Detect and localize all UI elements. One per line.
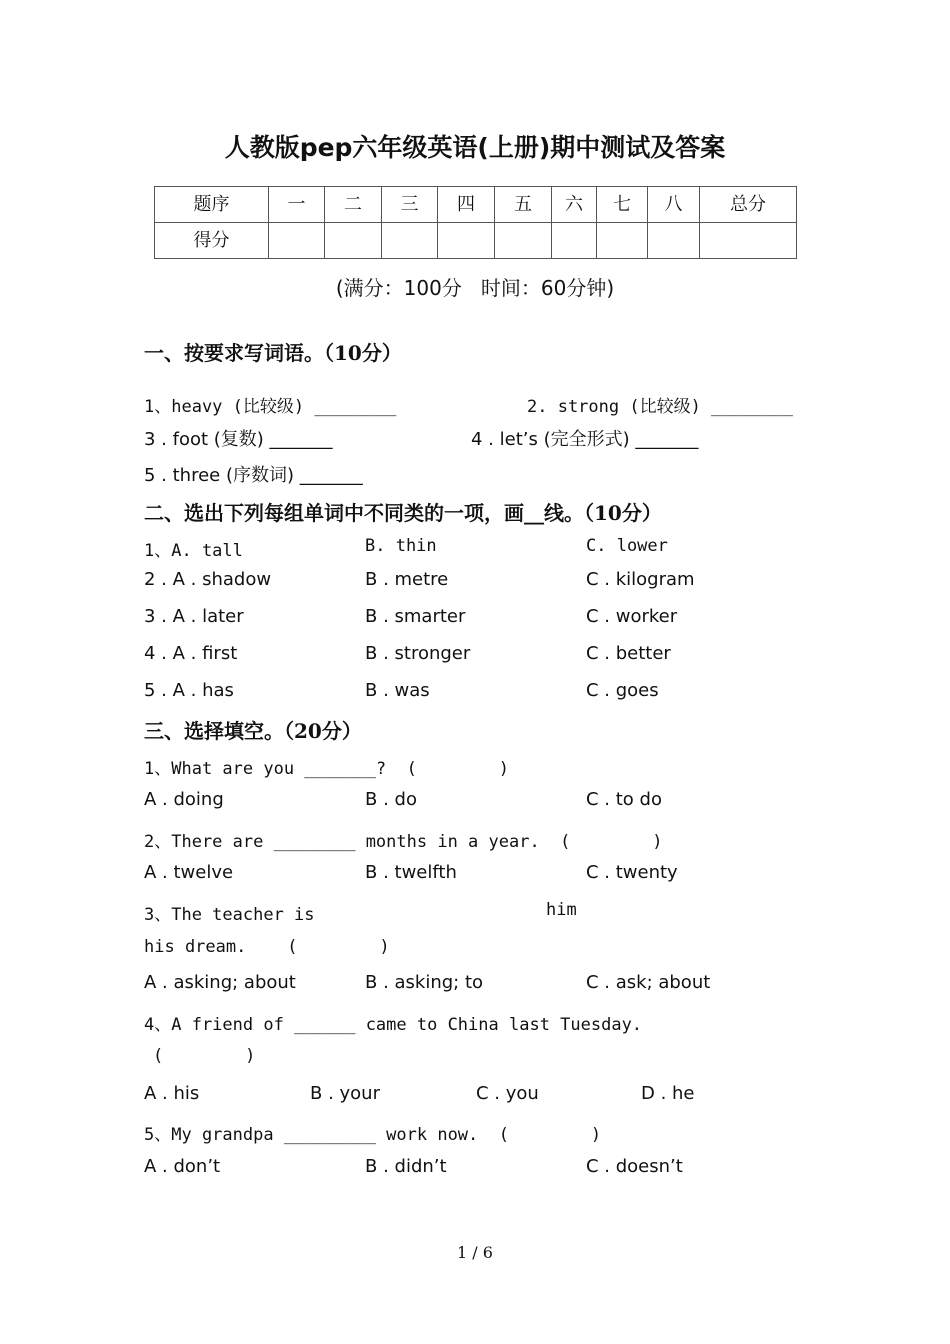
question-item: 2. strong (比较级) ________	[527, 397, 793, 417]
option-item: C . goes	[586, 680, 659, 701]
question-stem: 2、There are ________ months in a year. ( )	[144, 832, 663, 852]
option-item: B . asking; to	[365, 972, 484, 993]
table-header-cell: 五	[495, 187, 552, 223]
option-item: C . worker	[586, 606, 678, 627]
option-item: B . twelfth	[365, 862, 457, 883]
score-table	[154, 186, 797, 259]
option-item: B . was	[365, 680, 430, 701]
score-cell[interactable]	[325, 223, 382, 259]
table-header-cell: 七	[597, 187, 648, 223]
section-2-heading: 二、选出下列每组单词中不同类的一项，画__线。（10分）	[144, 501, 662, 525]
question-item: 4 . let’s (完全形式) _______	[471, 429, 699, 450]
question-stem: 5、My grandpa _________ work now. ( )	[144, 1125, 602, 1145]
table-header-cell: 二	[325, 187, 382, 223]
score-row-label: 得分	[155, 223, 269, 259]
score-cell[interactable]	[700, 223, 797, 259]
score-cell[interactable]	[552, 223, 597, 259]
option-item: B . stronger	[365, 643, 471, 664]
section-1-heading: 一、按要求写词语。（10分）	[144, 341, 402, 365]
table-header-cell: 四	[438, 187, 495, 223]
question-item: 5 . three (序数词) _______	[144, 465, 363, 486]
question-item: 3 . foot (复数) _______	[144, 429, 333, 450]
question-stem: 1、What are you _______? ( )	[144, 759, 509, 779]
question-stem: 4、A friend of ______ came to China last Tuesday.	[144, 1015, 643, 1035]
table-header-cell: 六	[552, 187, 597, 223]
score-cell[interactable]	[269, 223, 325, 259]
option-item: B . your	[310, 1083, 380, 1104]
score-cell[interactable]	[648, 223, 700, 259]
option-item: C . doesn’t	[586, 1156, 683, 1177]
question-stem: 3、The teacher is	[144, 905, 315, 925]
table-header-cell: 一	[269, 187, 325, 223]
option-item: C . better	[586, 643, 671, 664]
option-item: C . to do	[586, 789, 662, 810]
section-3-heading: 三、选择填空。（20分）	[144, 719, 362, 743]
option-item: B . do	[365, 789, 417, 810]
option-item: B . smarter	[365, 606, 466, 627]
option-item: C . twenty	[586, 862, 678, 883]
exam-subtitle: (满分：100分 时间：60分钟)	[335, 276, 615, 300]
answer-paren: ( )	[153, 1046, 256, 1066]
option-item: A . doing	[144, 789, 224, 810]
option-item: A . asking; about	[144, 972, 296, 993]
option-item: B . didn’t	[365, 1156, 447, 1177]
option-item: C . you	[476, 1083, 539, 1104]
option-item: 1、A. tall	[144, 541, 243, 561]
score-cell[interactable]	[597, 223, 648, 259]
score-table-score-row	[155, 223, 797, 259]
option-item: C . ask; about	[586, 972, 711, 993]
question-item: 1、heavy (比较级) ________	[144, 397, 397, 417]
table-header-cell: 三	[382, 187, 438, 223]
option-item: C . kilogram	[586, 569, 695, 590]
option-item: B . metre	[365, 569, 449, 590]
table-header-cell: 总分	[700, 187, 797, 223]
option-item: 2 . A . shadow	[144, 569, 272, 590]
question-stem-part: him	[546, 900, 577, 920]
score-table-header-row	[155, 187, 797, 223]
option-item: D . he	[641, 1083, 695, 1104]
score-cell[interactable]	[495, 223, 552, 259]
option-item: 3 . A . later	[144, 606, 244, 627]
page-title: 人教版pep六年级英语(上册)期中测试及答案	[224, 133, 726, 162]
score-cell[interactable]	[438, 223, 495, 259]
option-item: 4 . A . first	[144, 643, 238, 664]
table-header-cell: 题序	[155, 187, 269, 223]
option-item: A . don’t	[144, 1156, 221, 1177]
page-number: 1 / 6	[457, 1243, 493, 1262]
option-item: C. lower	[586, 536, 668, 556]
option-item: A . his	[144, 1083, 200, 1104]
option-item: B. thin	[365, 536, 437, 556]
option-item: A . twelve	[144, 862, 234, 883]
question-stem-part: his dream. ( )	[144, 937, 390, 957]
table-header-cell: 八	[648, 187, 700, 223]
score-cell[interactable]	[382, 223, 438, 259]
option-item: 5 . A . has	[144, 680, 234, 701]
